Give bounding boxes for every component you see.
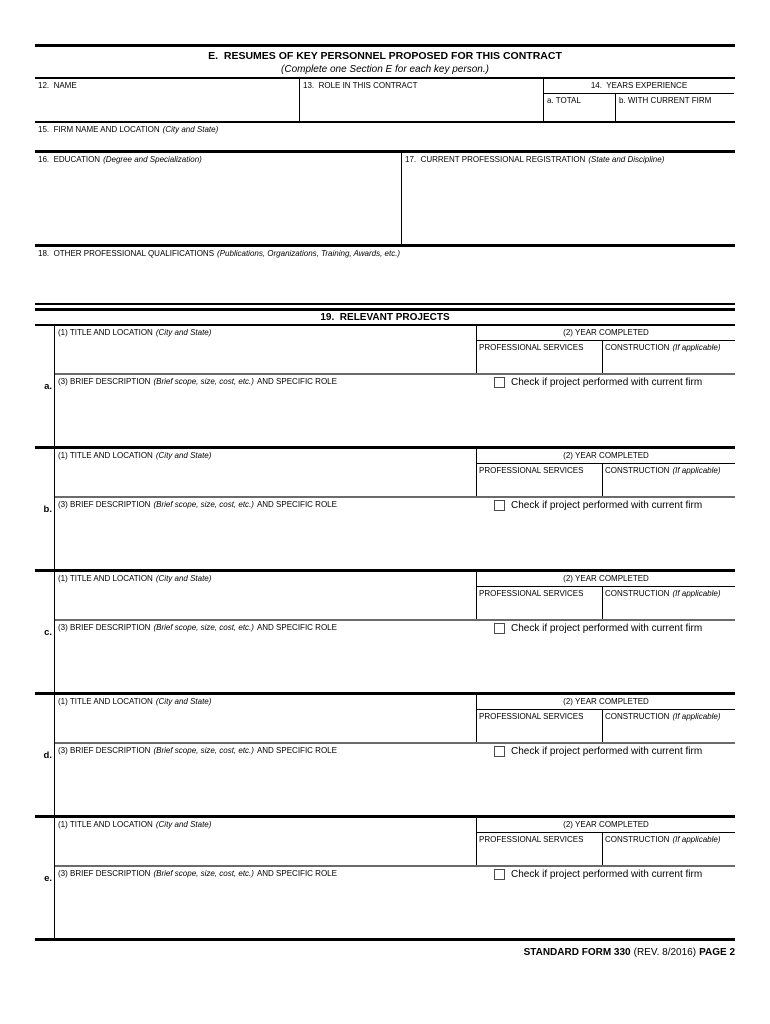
project-top-row [55, 449, 735, 496]
project-title-hint: (City and State) [155, 697, 212, 706]
project-description-hint: (Brief scope, size, cost, etc.) [153, 623, 254, 632]
project-title-hint: (City and State) [155, 328, 212, 337]
project-main [55, 572, 735, 692]
education-registration-row [35, 153, 735, 247]
project-top-row [55, 695, 735, 742]
year-completed-group [477, 695, 735, 742]
project-letter-cell [35, 818, 55, 938]
current-firm-checkbox-row [494, 377, 702, 388]
project-title-label: (1) TITLE AND LOCATION (City and State) [58, 697, 212, 706]
year-completed-group [477, 818, 735, 865]
project-letter: a. [44, 381, 52, 392]
relevant-projects-heading: 19. RELEVANT PROJECTS [320, 312, 450, 323]
current-firm-checkbox-label: Check if project performed with current firm [511, 623, 703, 634]
construction-hint: (If applicable) [672, 343, 721, 352]
project-block-c [35, 572, 735, 695]
current-firm-checkbox[interactable] [494, 377, 505, 388]
project-main [55, 818, 735, 938]
construction-hint: (If applicable) [672, 589, 721, 598]
current-firm-checkbox-label: Check if project performed with current firm [511, 746, 703, 757]
project-description-hint: (Brief scope, size, cost, etc.) [153, 500, 254, 509]
project-description-field[interactable] [55, 373, 735, 446]
project-description-field[interactable] [55, 742, 735, 815]
professional-services-field[interactable]: PROFESSIONAL SERVICES [477, 710, 603, 742]
form-content [35, 0, 735, 958]
project-description-suffix: AND SPECIFIC ROLE [256, 500, 337, 509]
project-title-field[interactable] [55, 449, 477, 496]
project-main [55, 449, 735, 569]
project-description-field[interactable] [55, 496, 735, 569]
project-description-suffix: AND SPECIFIC ROLE [256, 746, 337, 755]
project-title-field[interactable] [55, 818, 477, 865]
project-block-e [35, 818, 735, 941]
year-completed-label: (2) YEAR COMPLETED [477, 449, 735, 464]
project-letter: c. [44, 627, 52, 638]
year-completed-label: (2) YEAR COMPLETED [477, 326, 735, 341]
education-field[interactable] [35, 153, 402, 244]
construction-hint: (If applicable) [672, 466, 721, 475]
construction-hint: (If applicable) [672, 712, 721, 721]
project-main [55, 695, 735, 815]
name-field[interactable] [35, 79, 300, 121]
current-firm-checkbox[interactable] [494, 746, 505, 757]
project-description-hint: (Brief scope, size, cost, etc.) [153, 746, 254, 755]
form-footer [35, 947, 735, 958]
project-letter-cell [35, 449, 55, 569]
current-firm-checkbox-label: Check if project performed with current firm [511, 500, 703, 511]
project-description-label: (3) BRIEF DESCRIPTION (Brief scope, size, cost, etc.) AND SPECIFIC ROLE [58, 623, 337, 632]
year-completed-group [477, 449, 735, 496]
registration-hint: (State and Discipline) [588, 155, 665, 164]
year-completed-label: (2) YEAR COMPLETED [477, 818, 735, 833]
footer-revision: (REV. 8/2016) [633, 947, 697, 958]
year-completed-label: (2) YEAR COMPLETED [477, 572, 735, 587]
project-top-row [55, 818, 735, 865]
project-description-hint: (Brief scope, size, cost, etc.) [153, 869, 254, 878]
year-completed-group [477, 326, 735, 373]
qualifications-field[interactable] [35, 247, 735, 303]
years-total-label: a. TOTAL [547, 96, 581, 105]
firm-name-label: 15. FIRM NAME AND LOCATION (City and State) [38, 125, 219, 134]
years-experience-cells [544, 94, 734, 121]
section-19-divider [35, 303, 735, 311]
project-description-suffix: AND SPECIFIC ROLE [256, 377, 337, 386]
relevant-projects-table [35, 324, 735, 941]
current-firm-checkbox-row [494, 500, 702, 511]
professional-services-field[interactable]: PROFESSIONAL SERVICES [477, 587, 603, 619]
years-experience-label: 14. YEARS EXPERIENCE [544, 79, 734, 94]
project-title-field[interactable] [55, 326, 477, 373]
construction-field[interactable]: CONSTRUCTION (If applicable) [605, 589, 721, 598]
registration-label: 17. CURRENT PROFESSIONAL REGISTRATION (State and Discipline) [405, 155, 665, 164]
year-completed-cells [477, 464, 735, 496]
section-e-title: E. RESUMES OF KEY PERSONNEL PROPOSED FOR THIS CONTRACT [208, 50, 562, 62]
construction-field[interactable]: CONSTRUCTION (If applicable) [605, 712, 721, 721]
project-description-label: (3) BRIEF DESCRIPTION (Brief scope, size, cost, etc.) AND SPECIFIC ROLE [58, 869, 337, 878]
name-label: 12. NAME [38, 81, 77, 90]
professional-services-field[interactable]: PROFESSIONAL SERVICES [477, 464, 603, 496]
project-title-label: (1) TITLE AND LOCATION (City and State) [58, 574, 212, 583]
project-letter-cell [35, 695, 55, 815]
year-completed-label: (2) YEAR COMPLETED [477, 695, 735, 710]
current-firm-checkbox-row [494, 869, 702, 880]
construction-hint: (If applicable) [672, 835, 721, 844]
years-current-firm-field[interactable] [616, 94, 734, 121]
project-title-hint: (City and State) [155, 451, 212, 460]
personnel-header-table [35, 77, 735, 123]
qualifications-hint: (Publications, Organizations, Training, Awards, etc.) [217, 249, 401, 258]
year-completed-group [477, 572, 735, 619]
project-title-label: (1) TITLE AND LOCATION (City and State) [58, 328, 212, 337]
project-title-field[interactable] [55, 695, 477, 742]
current-firm-checkbox-row [494, 623, 702, 634]
project-title-label: (1) TITLE AND LOCATION (City and State) [58, 451, 212, 460]
project-letter: b. [43, 504, 52, 515]
project-description-field[interactable] [55, 865, 735, 938]
year-completed-cells [477, 587, 735, 619]
footer-form-name: STANDARD FORM 330 [523, 947, 631, 958]
qualifications-label: 18. OTHER PROFESSIONAL QUALIFICATIONS (Publications, Organizations, Training, Awards, etc.) [38, 249, 401, 258]
project-block-d [35, 695, 735, 818]
project-description-suffix: AND SPECIFIC ROLE [256, 869, 337, 878]
project-title-hint: (City and State) [155, 820, 212, 829]
project-block-b [35, 449, 735, 572]
project-title-label: (1) TITLE AND LOCATION (City and State) [58, 820, 212, 829]
current-firm-checkbox-row [494, 746, 702, 757]
construction-field[interactable]: CONSTRUCTION (If applicable) [605, 835, 721, 844]
project-description-label: (3) BRIEF DESCRIPTION (Brief scope, size, cost, etc.) AND SPECIFIC ROLE [58, 746, 337, 755]
years-total-field[interactable] [544, 94, 616, 121]
project-letter-cell [35, 572, 55, 692]
project-description-hint: (Brief scope, size, cost, etc.) [153, 377, 254, 386]
year-completed-cells [477, 833, 735, 865]
project-top-row [55, 572, 735, 619]
firm-name-field[interactable] [35, 123, 735, 153]
professional-services-field[interactable]: PROFESSIONAL SERVICES [477, 833, 603, 865]
construction-field[interactable]: CONSTRUCTION (If applicable) [605, 466, 721, 475]
current-firm-checkbox-label: Check if project performed with current firm [511, 377, 703, 388]
project-top-row [55, 326, 735, 373]
year-completed-cells [477, 710, 735, 742]
education-hint: (Degree and Specialization) [103, 155, 202, 164]
project-title-hint: (City and State) [155, 574, 212, 583]
years-current-firm-label: b. WITH CURRENT FIRM [619, 96, 712, 105]
professional-services-field[interactable]: PROFESSIONAL SERVICES [477, 341, 603, 373]
project-description-label: (3) BRIEF DESCRIPTION (Brief scope, size, cost, etc.) AND SPECIFIC ROLE [58, 500, 337, 509]
project-title-field[interactable] [55, 572, 477, 619]
role-label: 13. ROLE IN THIS CONTRACT [303, 81, 418, 90]
project-description-field[interactable] [55, 619, 735, 692]
firm-name-hint: (City and State) [162, 125, 219, 134]
year-completed-cells [477, 341, 735, 373]
years-experience-group [544, 79, 734, 121]
footer-page-number: PAGE 2 [699, 947, 735, 958]
project-block-a [35, 326, 735, 449]
project-letter-cell [35, 326, 55, 446]
section-e-subtitle: (Complete one Section E for each key person.) [281, 64, 489, 75]
current-firm-checkbox[interactable] [494, 869, 505, 880]
education-label: 16. EDUCATION (Degree and Specialization) [38, 155, 202, 164]
construction-field[interactable]: CONSTRUCTION (If applicable) [605, 343, 721, 352]
project-description-suffix: AND SPECIFIC ROLE [256, 623, 337, 632]
project-letter: e. [44, 873, 52, 884]
project-main [55, 326, 735, 446]
current-firm-checkbox[interactable] [494, 623, 505, 634]
role-field[interactable] [300, 79, 544, 121]
current-firm-checkbox-label: Check if project performed with current firm [511, 869, 703, 880]
top-margin [35, 0, 735, 44]
registration-field[interactable] [402, 153, 735, 244]
project-letter: d. [43, 750, 52, 761]
current-firm-checkbox[interactable] [494, 500, 505, 511]
project-description-label: (3) BRIEF DESCRIPTION (Brief scope, size, cost, etc.) AND SPECIFIC ROLE [58, 377, 337, 386]
